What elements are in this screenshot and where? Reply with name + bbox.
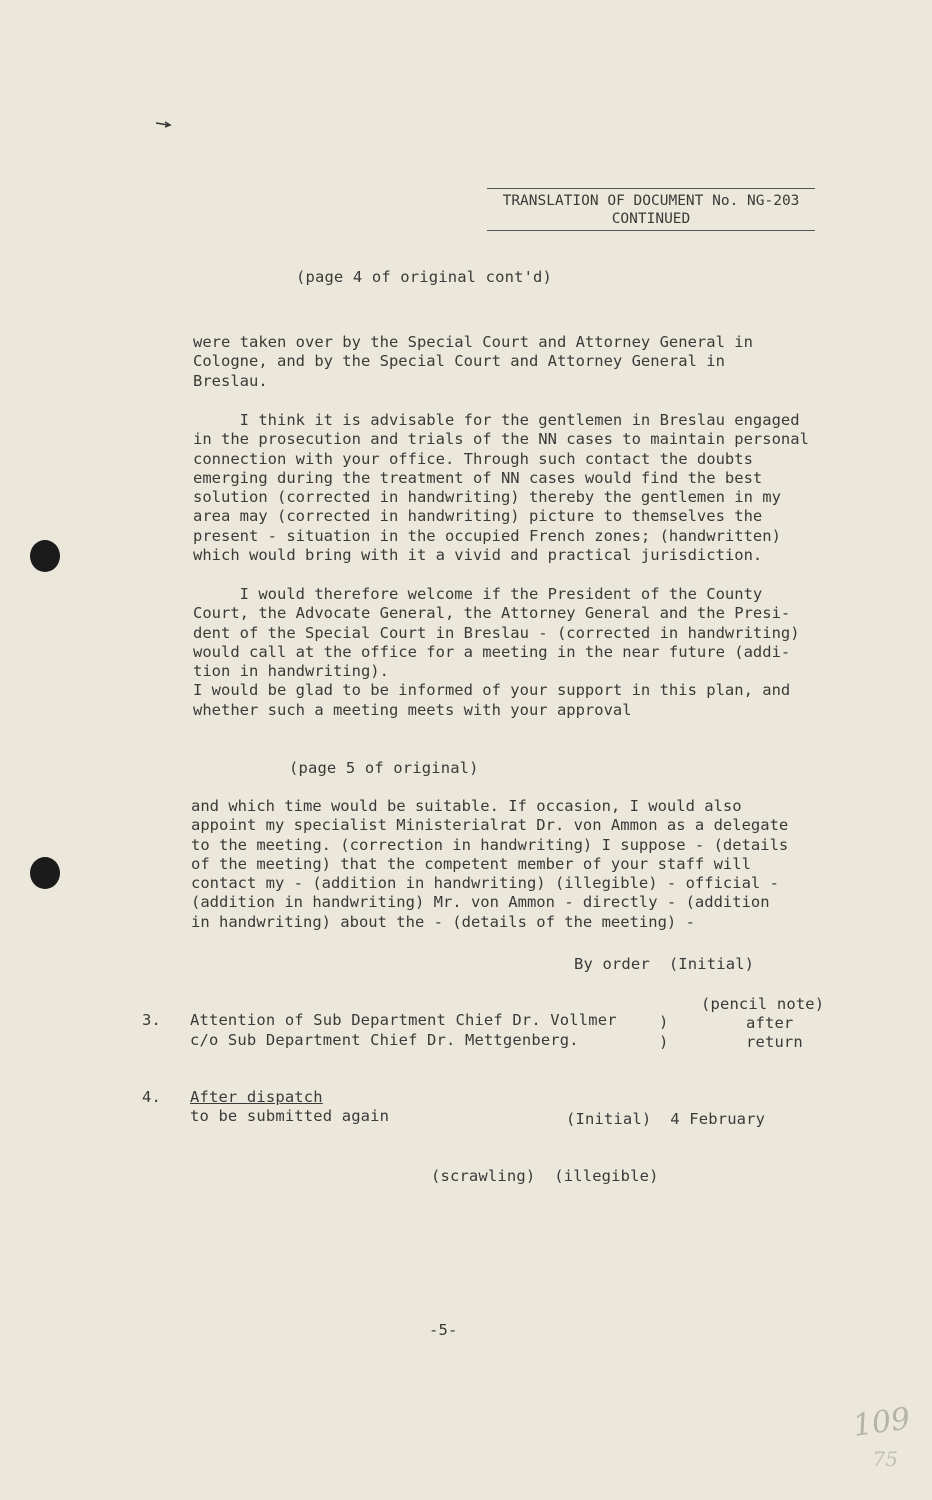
pencil-folio-mark-2: 75 bbox=[872, 1447, 898, 1471]
paragraph-3: I would therefore welcome if the President of the County Court, the Advocate General, the Attorney General and the Presi- dent of the Special Court in Breslau - (corrected in handwriting) would call at the office for a meeting in the near future (addi- tion in handwriting). I would be glad to be informed of your support in this plan, and whether such a meeting meets with your approval bbox=[193, 585, 800, 719]
item-4-line-2: to be submitted again bbox=[190, 1107, 390, 1125]
page-4-note: (page 4 of original cont'd) bbox=[296, 268, 553, 286]
item-3-brace-2: ) bbox=[659, 1033, 669, 1051]
document-header bbox=[487, 188, 815, 231]
paragraph-1: were taken over by the Special Court and Attorney General in Cologne, and by the Special Court and Attorney General in Breslau. bbox=[193, 333, 753, 390]
page-5-note: (page 5 of original) bbox=[289, 759, 479, 777]
pencil-note-return: return bbox=[746, 1033, 803, 1051]
header-subtitle: CONTINUED bbox=[611, 211, 691, 227]
paragraph-4: and which time would be suitable. If occasion, I would also appoint my specialist Ministerialrat Dr. von Ammon as a delegate to the meeting. (correction in handwriting) I suppose - (details of the meeting) that the competent member of your staff will contact my - (addition in handwriting) (illegible) - official - (addition in handwriting) Mr. von Ammon - directly - (addition in handwriting) about the - (details of the meeting) - bbox=[191, 797, 789, 931]
item-3-line-2: c/o Sub Department Chief Dr. Mettgenberg. bbox=[190, 1031, 579, 1049]
item-3-brace-1: ) bbox=[659, 1013, 669, 1031]
punch-hole-bottom bbox=[30, 857, 60, 889]
item-4-line-1: After dispatch bbox=[190, 1088, 323, 1106]
pencil-note-after: after bbox=[746, 1014, 794, 1032]
header-title: TRANSLATION OF DOCUMENT No. NG-203 bbox=[502, 193, 800, 209]
item-3-number: 3. bbox=[142, 1011, 161, 1029]
item-4-number: 4. bbox=[142, 1088, 161, 1106]
item-4-initial-date: (Initial) 4 February bbox=[566, 1110, 766, 1128]
paragraph-2: I think it is advisable for the gentlemen in Breslau engaged in the prosecution and trials of the NN cases to maintain personal connection with your office. Through such contact the doubts emerging during the treatment of NN cases would find the best solution (corrected in handwriting) thereby the gentlemen in my area may (corrected in handwriting) picture to themselves the present - situation in the occupied French zones; (handwritten) which would bring with it a vivid and practical jurisdiction. bbox=[193, 411, 809, 565]
punch-hole-top bbox=[30, 540, 60, 572]
scrawl-note: (scrawling) (illegible) bbox=[431, 1167, 659, 1185]
by-order-line: By order (Initial) bbox=[574, 955, 755, 973]
pencil-note-label: (pencil note) bbox=[701, 995, 825, 1013]
item-3-line-1: Attention of Sub Department Chief Dr. Vollmer bbox=[190, 1011, 617, 1029]
pencil-folio-mark: 109 bbox=[850, 1401, 913, 1444]
page-number: -5- bbox=[429, 1321, 458, 1339]
arrow-mark-icon bbox=[156, 120, 172, 128]
